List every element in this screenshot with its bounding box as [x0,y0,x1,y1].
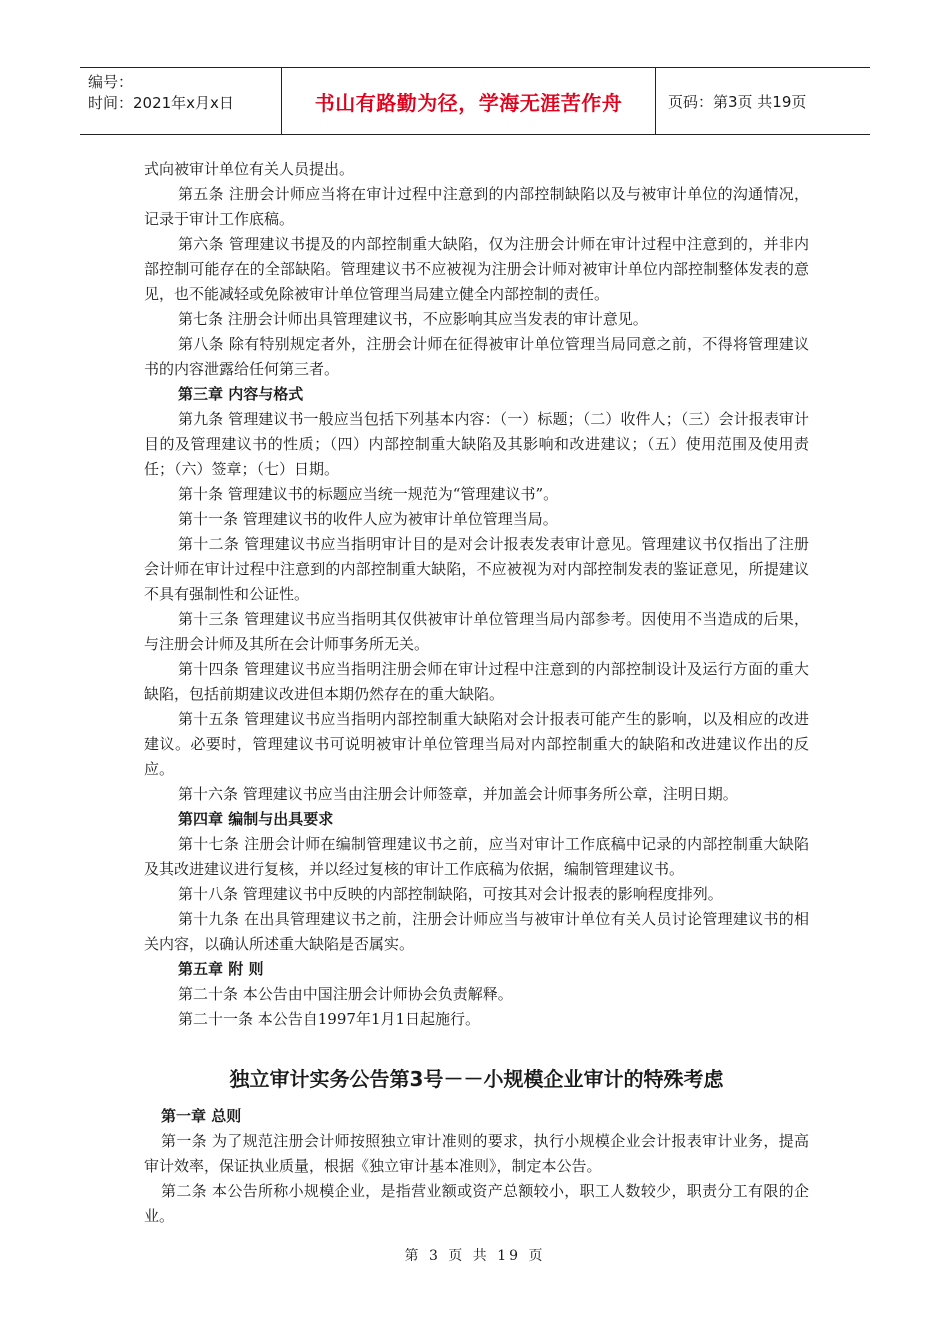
article-paragraph: 第五条 注册会计师应当将在审计过程中注意到的内部控制缺陷以及与被审计单位的沟通情况，记录于审计工作底稿。 [144,185,809,228]
section-small-enterprise [144,1104,809,1229]
article-paragraph: 第十六条 管理建议书应当由注册会计师签章，并加盖会计师事务所公章，注明日期。 [178,785,738,803]
article-paragraph: 第十条 管理建议书的标题应当统一规范为“管理建议书”。 [178,485,559,503]
article-paragraph: 第十一条 管理建议书的收件人应为被审计单位管理当局。 [178,510,558,528]
header-meta [80,68,282,134]
article-paragraph: 第六条 管理建议书提及的内部控制重大缺陷，仅为注册会计师在审计过程中注意到的，并非内部控制可能存在的全部缺陷。管理建议书不应被视为注册会计师对被审计单位内部控制整体发表的意见，也不能减轻或免除被审计单位管理当局建立健全内部控制的责任。 [144,235,809,303]
header-page-info: 页码：第3页 共19页 [668,92,807,111]
article-paragraph: 第十二条 管理建议书应当指明审计目的是对会计报表发表审计意见。管理建议书仅指出了注册会计师在审计过程中注意到的内部控制重大缺陷，不应被视为对内部控制发表的鉴证意见，所提建议不具有强制性和公证性。 [144,535,809,603]
article-paragraph: 第七条 注册会计师出具管理建议书，不应影响其应当发表的审计意见。 [178,310,648,328]
document-title: 独立审计实务公告第3号－－小规模企业审计的特殊考虑 [229,1067,724,1091]
article-paragraph: 第十八条 管理建议书中反映的内部控制缺陷，可按其对会计报表的影响程度排列。 [178,885,723,903]
article-paragraph: 第十三条 管理建议书应当指明其仅供被审计单位管理当局内部参考。因使用不当造成的后果，与注册会计师及其所在会计师事务所无关。 [144,610,809,653]
chapter-heading: 第三章 内容与格式 [178,385,304,403]
section-management-letter [144,157,809,1032]
article-paragraph: 第八条 除有特别规定者外，注册会计师在征得被审计单位管理当局同意之前，不得将管理建议书的内容泄露给任何第三者。 [144,335,809,378]
article-paragraph: 第一条 为了规范注册会计师按照独立审计准则的要求，执行小规模企业会计报表审计业务，提高审计效率，保证执业质量，根据《独立审计基本准则》，制定本公告。 [144,1132,809,1175]
article-paragraph: 式向被审计单位有关人员提出。 [144,160,355,178]
article-paragraph: 第十七条 注册会计师在编制管理建议书之前，应当对审计工作底稿中记录的内部控制重大缺陷及其改进建议进行复核，并以经过复核的审计工作底稿为依据，编制管理建议书。 [144,835,809,878]
chapter-heading: 第四章 编制与出具要求 [178,810,334,828]
page-footer: 第 3 页 共 19 页 [404,1248,546,1264]
header-motto: 书山有路勤为径，学海无涯苦作舟 [282,68,656,134]
article-paragraph: 第二十一条 本公告自1997年1月1日起施行。 [178,1010,481,1028]
number-label: 编号： [88,73,134,91]
page-header [80,67,870,135]
article-paragraph: 第十四条 管理建议书应当指明注册会师在审计过程中注意到的内部控制设计及运行方面的重大缺陷，包括前期建议改进但本期仍然存在的重大缺陷。 [144,660,809,703]
article-paragraph: 第九条 管理建议书一般应当包括下列基本内容：（一）标题；（二）收件人；（三）会计报表审计目的及管理建议书的性质；（四）内部控制重大缺陷及其影响和改进建议；（五）使用范围及使用责任；（六）签章；（七）日期。 [144,410,809,478]
chapter-heading: 第五章 附 则 [178,960,264,978]
article-paragraph: 第二条 本公告所称小规模企业，是指营业额或资产总额较小，职工人数较少，职责分工有限的企业。 [144,1182,809,1225]
document-body [144,157,809,1229]
article-paragraph: 第二十条 本公告由中国注册会计师协会负责解释。 [178,985,513,1003]
article-paragraph: 第十五条 管理建议书应当指明内部控制重大缺陷对会计报表可能产生的影响，以及相应的改进建议。必要时，管理建议书可说明被审计单位管理当局对内部控制重大的缺陷和改进建议作出的反应。 [144,710,809,778]
date-label: 时间：2021年x月x日 [88,94,234,112]
chapter-heading: 第一章 总则 [161,1107,242,1125]
article-paragraph: 第十九条 在出具管理建议书之前，注册会计师应当与被审计单位有关人员讨论管理建议书的相关内容，以确认所述重大缺陷是否属实。 [144,910,809,953]
